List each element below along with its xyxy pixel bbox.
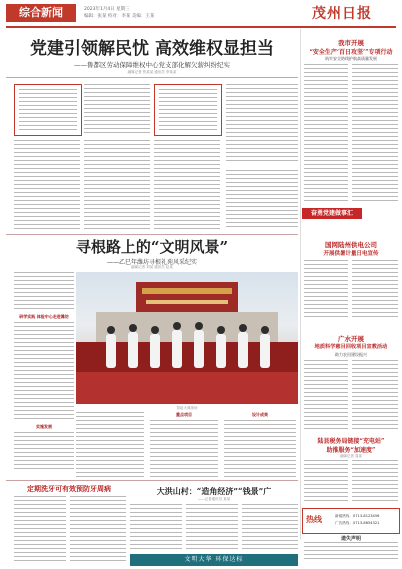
editor-line: 编辑：张某 校对：李某 美编：王某 [84,14,155,19]
feature-tag: 奋勇党建做事汇 [302,208,362,219]
sub-head-2: 实施发展 [36,424,52,429]
right-story2-col-b [352,260,398,320]
lead-subtitle: ——鲁都区劳动保障维权中心党支部化解欠薪纠纷纪实 [74,61,230,69]
right-story2-col-a [304,260,348,320]
sub-head-4: 设计成果 [252,412,268,417]
bottom-mid-col-a [130,504,182,552]
bottom-left-col-b [70,496,126,564]
right-story3-col-b [352,360,398,432]
bottom-mid-byline: ——记者通讯员 某某 [197,497,231,501]
photo-story-rule [6,234,298,235]
bottom-mid-headline: 大洪山村：“造角经济”“钱景”广 [156,486,272,496]
hotline-line-1: 新闻热线：0713-8123456 [335,514,380,518]
lead-col-4 [84,140,150,230]
lead-col-1 [84,84,150,134]
lead-quote-box [154,84,222,136]
column-divider [300,29,301,539]
right-story3-subtitle: 助力农田建设振兴 [335,352,367,357]
bottom-mid-col-c [242,504,298,552]
right-story4-title-1: 陆县税务局链接“充电站” [317,438,385,445]
right-story1-col-a [304,64,348,204]
sub-head-1: 研学实践 体验中心走进潍坊 [19,314,69,319]
hotline-ad [302,508,400,534]
lead-headline: 党建引领解民忧 高效维权显担当 [30,39,274,59]
photo-story-byline: 融媒记者 刘某 通讯员 赵某 [131,265,173,269]
photo-story-col-mid-3 [224,420,296,478]
date-line: 2023年1月4日 星期三 [84,7,130,12]
header-rule [6,26,396,28]
masthead-logo: 茂州日报 [312,6,372,22]
lead-rule [6,77,298,78]
lead-col-3 [14,140,80,230]
ceremony-photo-caption: 祭祖大典现场 [176,406,198,410]
notice-body [304,542,398,562]
right-story1-title-2: “安全生产‘百日攻坚’”专项行动 [309,49,393,56]
hotline-title: 热线 [306,515,322,524]
bottom-mid-col-b [186,504,238,552]
right-story4-byline: 融媒记者 周某 [339,454,363,458]
bottom-left-headline: 定期洗牙可有效预防牙周病 [27,484,111,493]
lead-col-5 [154,140,220,230]
photo-story-col-left [14,272,74,312]
photo-story-col-left-2 [14,322,74,422]
notice-heading: 遗失声明 [340,536,361,542]
photo-story-subtitle: ——乙巳年潍坊寻根礼苑风采纪实 [106,259,197,266]
lead-col-2 [226,84,298,164]
hotline-line-2: 广告热线：0713-8654321 [335,521,380,525]
bottom-rule [6,480,298,481]
lead-byline: 融媒记者 张某某 通讯员 李某某 [127,70,177,74]
lead-intro-box [14,84,82,136]
photo-story-col-mid-2 [150,420,218,478]
section-tab: 综合新闻 [6,4,76,22]
bottom-left-col-a [14,496,66,564]
right-story2-title-2: 开展供暑计量日电宣传 [323,251,379,257]
photo-story-col-left-3 [14,432,74,470]
photo-story-col-mid-1 [76,412,144,478]
lead-col-6 [226,170,298,230]
footer-band: 文明大华 环保达标 [130,554,298,566]
photo-story-headline: 寻根路上的“文明风景” [75,238,229,256]
right-story4-title-2: 助推服务“加速度” [326,447,376,454]
ceremony-photo-art [76,272,298,404]
ceremony-photo [76,272,298,404]
right-story1-title-1: 我市开展 [338,39,364,47]
right-story4-col-a [304,460,348,504]
page-header [0,0,402,27]
right-story1-col-b [352,64,398,204]
right-story4-col-b [352,460,398,504]
right-story3-title-2: 地质科学慈目回收项目宣教活动 [314,344,388,350]
sub-head-3: 重点项目 [176,412,192,417]
right-story2-title-1: 国网陆州供电公司 [325,241,377,249]
right-story3-title-1: 广水开展 [338,335,364,343]
right-story1-subtitle: 筑牢安全防线护航高质量发展 [325,56,377,61]
right-story3-col-a [304,360,348,432]
